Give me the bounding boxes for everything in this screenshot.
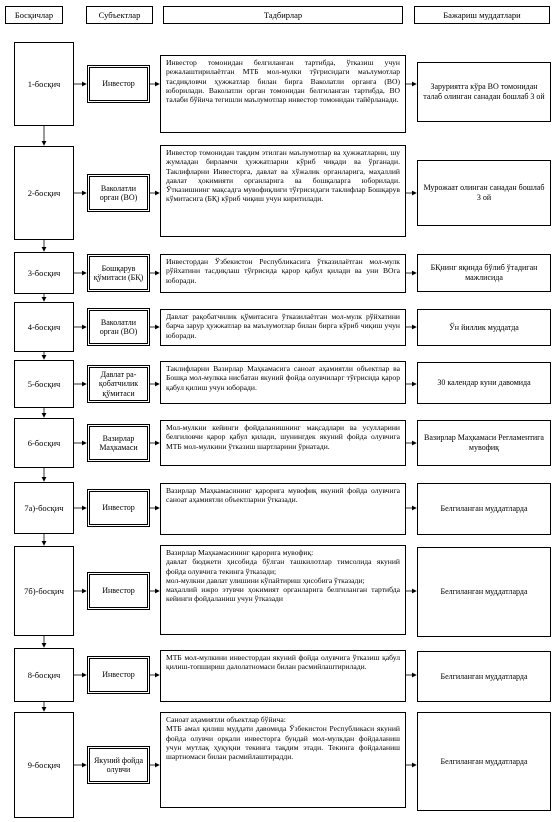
measure-box: Инвестор томонидан тақдим этилган маълумотлар ва ҳужжатларни, шу жумладан бирламчи ҳужжатларни кўриб чиқади ва ўрганади. Таклифларни Инвесторга, давлат ва хўжалик органларига, маҳаллий давлат ҳокимияти органларига ва бошқаларга юборилади. Ўтказишнинг мақсадга мувофиқлиги тўғрисидаги таклифлар Бошқарув кўмитасига (БҚ) кўриб чиқиш учун киритилади. — [160, 145, 406, 237]
subject-box: Давлат ра-қобатчилик қўмитаси — [87, 365, 150, 403]
subject-box: Якуний фойда олувчи — [87, 746, 150, 784]
measure-box: Вазирлар Маҳкамасининг қарорига мувофиқ: давлат бюджети ҳисобида бўлган ташкилотлар тимсолида якуний фойда олувчига текинга ўтказади; мол-мулкни давлат улишини кўпайтириш ҳисобига ўтказади; маҳаллий ижро этувчи ҳокимият органларига белгиланган тартибда кейинги фойдаланиш учун ўтказади — [160, 545, 406, 635]
subject-box: Ваколатли орган (ВО) — [87, 174, 150, 212]
header-subjects: Субъектлар — [86, 6, 153, 24]
step-box: 9-босқич — [14, 712, 74, 818]
step-box: 3-босқич — [14, 252, 74, 294]
subject-box: Инвестор — [87, 489, 150, 527]
header-terms: Бажариш муддатлари — [414, 6, 550, 24]
measure-box: Саноат аҳамиятли объектлар бўйича: МТБ амал қилиш муддати давомида Ўзбекистон Республикаси якуний фойда олувчи орқали инвесторга бундай мол-мулкдан фойдаланиш учун мутлақ ҳуқуқни текинга тақдим этади. Текинга фойдаланиш шартномаси билан расмийлаштирадди. — [160, 712, 406, 808]
step-box: 8-босқич — [14, 648, 74, 702]
measure-box: Инвестор томонидан белгиланган тартибда, ўтказиш учун режалаштирилаётган МТБ мол-мулки тўғрисидаги маълумотлар тасдиқловчи ҳужжатлар билан бирга Ваколатли органга (ВО) юборилади. Ваколатли орган томонидан белгиланган тартибда, ВО талаби бўйича тегишли маълумотлар инвестор томонидан тайёрланади. — [160, 55, 406, 133]
term-box: Белгиланган муддатларда — [417, 547, 551, 637]
step-box: 7б)-босқич — [14, 546, 74, 636]
measure-box: Инвестордан Ўзбекистон Республикасига ўтказилаётган мол-мулк рўйхатини тасдиқлаш тўғрисида қарор қабул қилади ва уни ВОга юборади. — [160, 254, 406, 293]
term-box: Белгиланган муддатларда — [417, 483, 551, 535]
subject-box: Инвестор — [87, 656, 150, 694]
measure-box: Мол-мулкни кейинги фойдаланишнинг мақсадлари ва усулларини белгиловчи қарор қабул қилади, шунингдек якуний фойда олувчига МТБ мол-мулкини ўтказиш шартларини ўрнатади. — [160, 420, 406, 466]
term-box: БҚнинг яқинда бўлиб ўтадиган мажлисида — [417, 254, 551, 292]
header-steps: Босқичлар — [5, 6, 63, 24]
measure-box: Давлат рақобатчилик қўмитасига ўтказилаётган мол-мулк рўйхатини барча зарур ҳужжатлар ва маълумотлар билан бирга кўриб чиқиш учун юборади. — [160, 309, 406, 346]
term-box: Вазирлар Маҳкамаси Регламентига мувофиқ — [417, 420, 551, 466]
step-box: 6-босқич — [14, 418, 74, 468]
term-box: 30 календар куни давомида — [417, 362, 551, 404]
step-box: 2-босқич — [14, 146, 74, 240]
term-box: Заруриятга кўра ВО томонидан талаб олинган санадан бошлаб 3 ой — [417, 62, 551, 122]
subject-box: Вазирлар Маҳкамаси — [87, 424, 150, 462]
step-box: 1-босқич — [14, 42, 74, 126]
term-box: Белгиланган муддатларда — [417, 712, 551, 811]
subject-box: Инвестор — [87, 65, 150, 103]
term-box: Мурожаат олинган санадан бошлаб 3 ой — [417, 160, 551, 226]
subject-box: Бошқарув қўмитаси (БҚ) — [87, 254, 150, 292]
step-box: 5-босқич — [14, 360, 74, 408]
header-measures: Тадбирлар — [163, 6, 403, 24]
term-box: Белгиланган муддатларда — [417, 651, 551, 702]
step-box: 7а)-босқич — [14, 482, 74, 534]
subject-box: Инвестор — [87, 572, 150, 610]
term-box: Ўн йиллик муддатда — [417, 309, 551, 346]
measure-box: Таклифларни Вазирлар Маҳкамасига саноат аҳамиятли объектлар ва Бошқа мол-мулкка нисбатан якуний фойда олувчиларг тўғрисида қарор қабул қилиш учун юборади. — [160, 361, 406, 404]
subject-box: Ваколатли орган (ВО) — [87, 308, 150, 346]
measure-box: Вазирлар Маҳкамасининг қарорига мувофиқ якуний фойда олувчига саноат аҳамиятли объектларни ўтказади. — [160, 483, 406, 535]
step-box: 4-босқич — [14, 302, 74, 352]
measure-box: МТБ мол-мулкини инвестордан якуний фойда олувчига ўтказиш қабул қилиш-топшириш далолатномаси билан расмийлаштирилади. — [160, 650, 406, 702]
